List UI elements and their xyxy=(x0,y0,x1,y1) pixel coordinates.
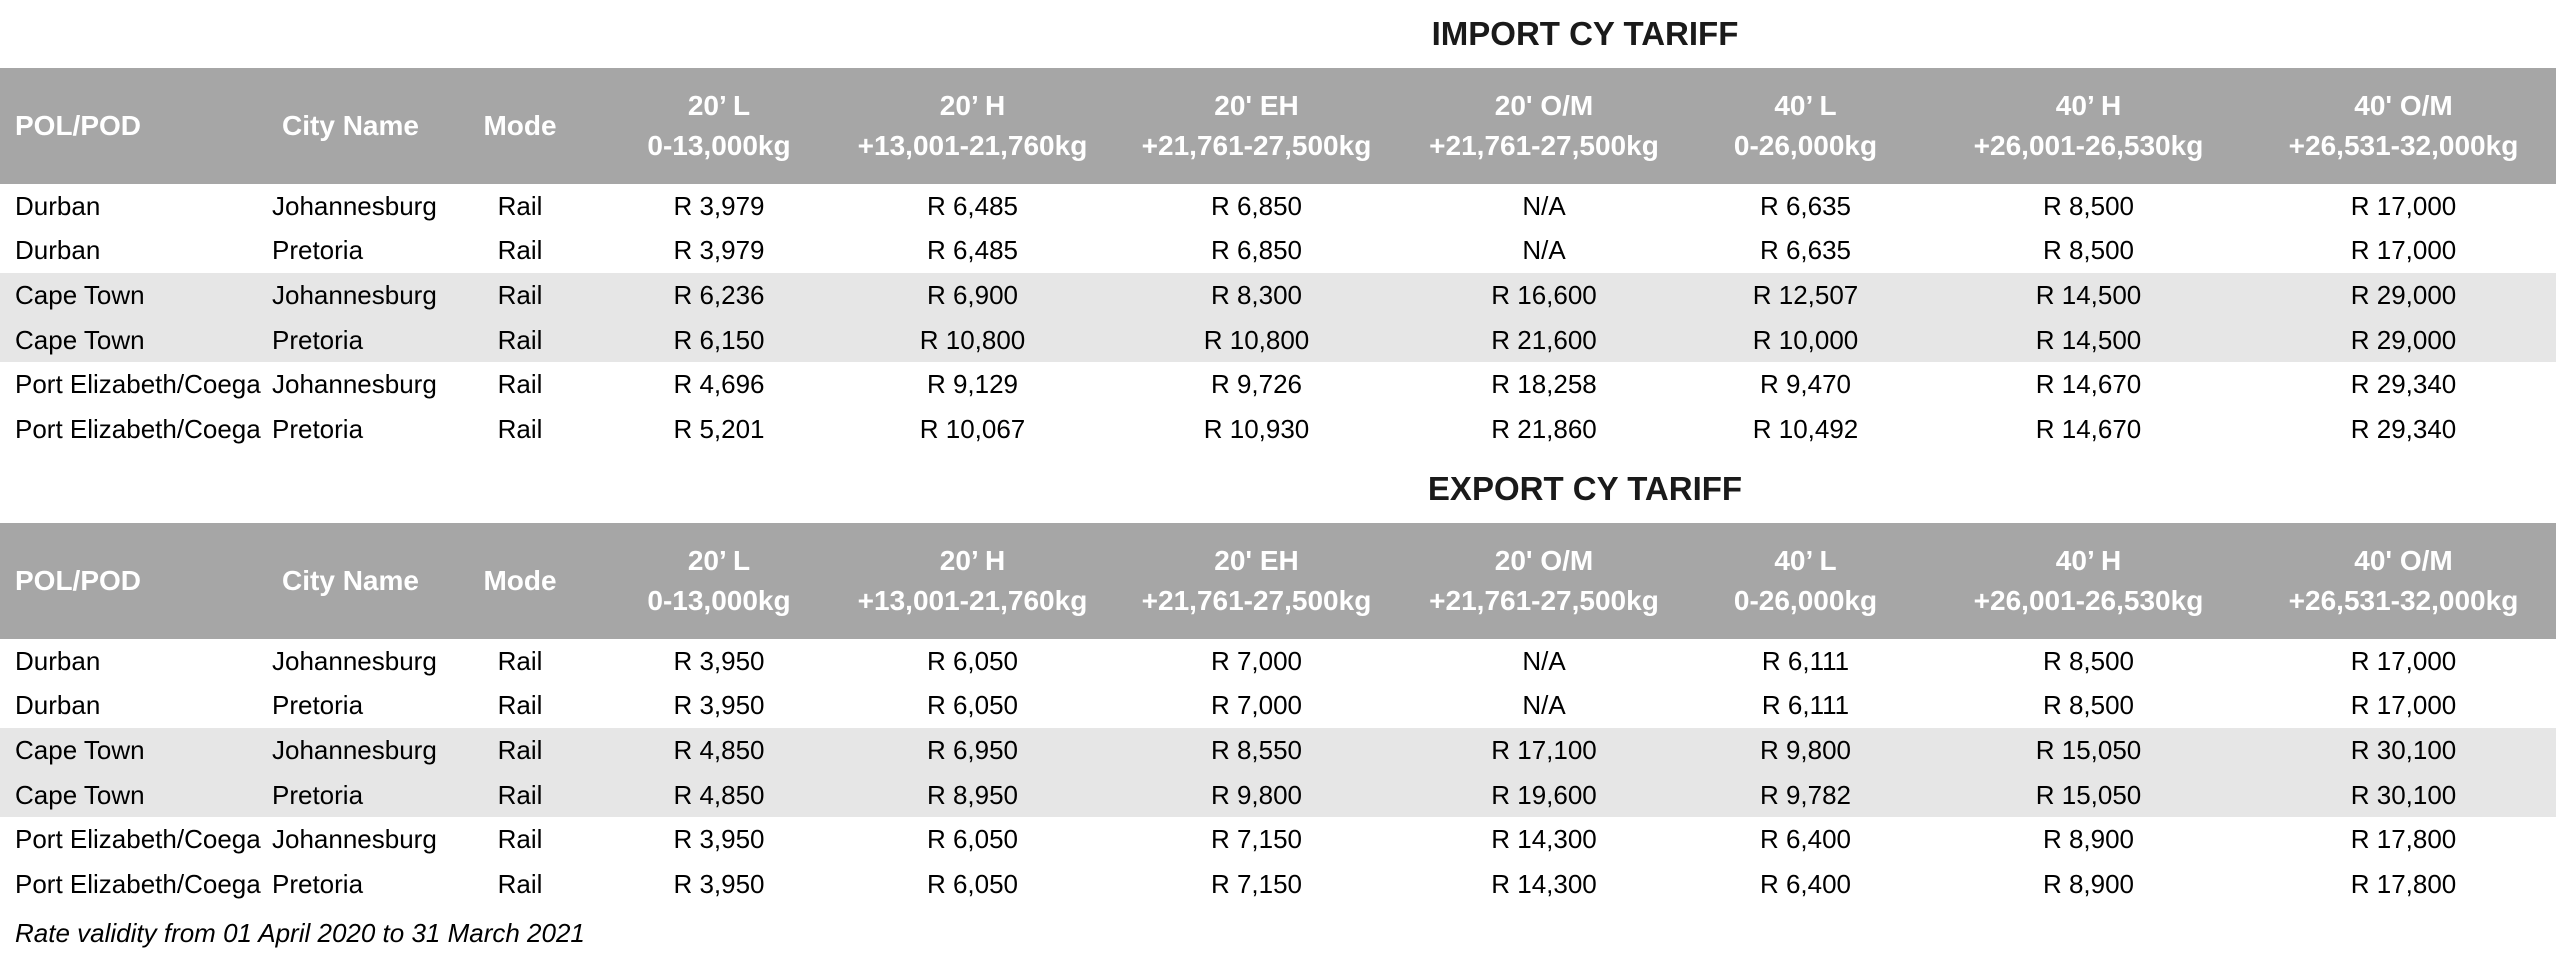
cell-20-eh: R 10,930 xyxy=(1203,413,1310,444)
cell-40-h: R 8,900 xyxy=(2042,824,2135,855)
cell-20-h: R 6,900 xyxy=(835,273,1110,318)
cell-20-h: R 9,129 xyxy=(926,369,1019,400)
cell-20-eh: R 9,800 xyxy=(1110,773,1403,818)
cell-20-h: R 6,050 xyxy=(926,645,1019,676)
header-20-eh: 20' EH +21,761-27,500kg xyxy=(1110,523,1403,639)
cell-20-om: N/A xyxy=(1522,690,1566,721)
cell-40-om: R 29,340 xyxy=(2350,369,2457,400)
export-tariff-section xyxy=(0,455,2556,910)
cell-40-h: R 14,670 xyxy=(2035,369,2142,400)
cell-40-l: R 9,782 xyxy=(1685,773,1926,818)
export-section-title: EXPORT CY TARIFF xyxy=(835,455,2335,523)
cell-pol-pod: Port Elizabeth/Coega xyxy=(15,824,261,855)
table-header-row xyxy=(0,523,2556,639)
cell-mode: Rail xyxy=(497,690,543,721)
cell-20-eh: R 7,150 xyxy=(1210,868,1303,899)
cell-20-om: R 14,300 xyxy=(1491,824,1597,855)
cell-40-l: R 10,000 xyxy=(1685,318,1926,363)
cell-20-eh: R 7,000 xyxy=(1210,645,1303,676)
header-20-l: 20’ L 0-13,000kg xyxy=(603,523,835,639)
import-tariff-table xyxy=(0,68,2556,452)
cell-20-l: R 6,150 xyxy=(603,318,835,363)
header-20-h: 20’ H +13,001-21,760kg xyxy=(835,68,1110,184)
cell-mode: Rail xyxy=(437,773,603,818)
cell-20-om: R 21,860 xyxy=(1491,413,1597,444)
cell-20-eh: R 8,300 xyxy=(1110,273,1403,318)
export-tariff-table xyxy=(0,523,2556,907)
cell-20-l: R 5,201 xyxy=(673,413,765,444)
cell-20-eh: R 6,850 xyxy=(1210,190,1303,221)
table-header-row xyxy=(0,68,2556,184)
header-40-l: 40’ L 0-26,000kg xyxy=(1685,523,1926,639)
cell-mode: Rail xyxy=(497,824,543,855)
header-20-l: 20’ L 0-13,000kg xyxy=(603,68,835,184)
table-row xyxy=(0,728,2556,773)
cell-40-l: R 9,470 xyxy=(1759,369,1852,400)
cell-pol-pod: Cape Town xyxy=(0,273,264,318)
header-city-name: City Name xyxy=(264,523,437,639)
header-40-h: 40’ H +26,001-26,530kg xyxy=(1926,523,2251,639)
cell-40-om: R 29,000 xyxy=(2251,318,2556,363)
header-40-om: 40' O/M +26,531-32,000kg xyxy=(2251,523,2556,639)
cell-city-name: Johannesburg xyxy=(272,645,437,676)
cell-pol-pod: Port Elizabeth/Coega xyxy=(15,868,261,899)
cell-20-h: R 6,050 xyxy=(926,690,1019,721)
cell-20-h: R 6,485 xyxy=(926,235,1019,266)
table-row xyxy=(0,273,2556,318)
cell-mode: Rail xyxy=(437,318,603,363)
cell-pol-pod: Port Elizabeth/Coega xyxy=(15,369,261,400)
cell-20-l: R 6,236 xyxy=(603,273,835,318)
cell-40-l: R 6,635 xyxy=(1759,235,1852,266)
cell-20-l: R 3,950 xyxy=(673,645,765,676)
cell-20-l: R 4,850 xyxy=(603,773,835,818)
table-row xyxy=(0,407,2556,452)
cell-20-om: R 21,600 xyxy=(1403,318,1685,363)
cell-20-h: R 6,950 xyxy=(835,728,1110,773)
cell-20-eh: R 8,550 xyxy=(1110,728,1403,773)
cell-20-om: R 14,300 xyxy=(1491,868,1597,899)
cell-pol-pod: Durban xyxy=(15,235,101,266)
cell-40-om: R 17,800 xyxy=(2350,868,2457,899)
table-row xyxy=(0,773,2556,818)
header-20-om: 20' O/M +21,761-27,500kg xyxy=(1403,68,1685,184)
import-table-body xyxy=(0,184,2556,452)
table-row xyxy=(0,362,2556,407)
rate-validity-note: Rate validity from 01 April 2020 to 31 March 2021 xyxy=(15,918,585,948)
cell-city-name: Pretoria xyxy=(272,413,364,444)
cell-20-om: N/A xyxy=(1522,235,1566,266)
cell-20-l: R 4,850 xyxy=(603,728,835,773)
cell-mode: Rail xyxy=(497,645,543,676)
cell-20-eh: R 9,726 xyxy=(1210,369,1303,400)
cell-40-l: R 6,111 xyxy=(1761,690,1850,721)
cell-20-om: N/A xyxy=(1522,645,1566,676)
cell-city-name: Pretoria xyxy=(272,690,364,721)
cell-40-l: R 10,492 xyxy=(1752,413,1859,444)
table-row xyxy=(0,817,2556,862)
header-pol-pod: POL/POD xyxy=(0,68,264,184)
cell-mode: Rail xyxy=(437,273,603,318)
cell-city-name: Pretoria xyxy=(264,318,437,363)
cell-40-l: R 9,800 xyxy=(1685,728,1926,773)
header-mode: Mode xyxy=(437,68,603,184)
import-tariff-section xyxy=(0,0,2556,455)
cell-20-l: R 3,979 xyxy=(673,190,765,221)
cell-mode: Rail xyxy=(497,868,543,899)
cell-40-om: R 17,800 xyxy=(2350,824,2457,855)
cell-20-h: R 10,067 xyxy=(919,413,1026,444)
cell-city-name: Johannesburg xyxy=(272,190,437,221)
cell-city-name: Johannesburg xyxy=(272,369,437,400)
table-row xyxy=(0,684,2556,729)
table-row xyxy=(0,318,2556,363)
cell-mode: Rail xyxy=(497,369,543,400)
cell-40-h: R 8,500 xyxy=(2042,190,2135,221)
header-40-om: 40' O/M +26,531-32,000kg xyxy=(2251,68,2556,184)
header-20-h: 20’ H +13,001-21,760kg xyxy=(835,523,1110,639)
cell-40-om: R 17,000 xyxy=(2350,645,2457,676)
cell-pol-pod: Durban xyxy=(15,190,101,221)
header-20-om: 20' O/M +21,761-27,500kg xyxy=(1403,523,1685,639)
cell-40-om: R 30,100 xyxy=(2251,728,2556,773)
cell-20-h: R 6,050 xyxy=(926,868,1019,899)
cell-20-eh: R 7,000 xyxy=(1210,690,1303,721)
cell-40-h: R 8,500 xyxy=(2042,645,2135,676)
header-40-h: 40’ H +26,001-26,530kg xyxy=(1926,68,2251,184)
cell-20-l: R 3,950 xyxy=(673,690,765,721)
table-row xyxy=(0,639,2556,684)
import-section-title: IMPORT CY TARIFF xyxy=(835,0,2335,68)
header-40-l: 40’ L 0-26,000kg xyxy=(1685,68,1926,184)
cell-40-h: R 14,500 xyxy=(1926,318,2251,363)
cell-20-h: R 8,950 xyxy=(835,773,1110,818)
cell-20-eh: R 6,850 xyxy=(1210,235,1303,266)
header-20-eh: 20' EH +21,761-27,500kg xyxy=(1110,68,1403,184)
cell-40-h: R 8,900 xyxy=(2042,868,2135,899)
cell-40-l: R 6,400 xyxy=(1759,824,1852,855)
cell-40-l: R 6,635 xyxy=(1759,190,1852,221)
cell-40-l: R 12,507 xyxy=(1685,273,1926,318)
cell-40-om: R 30,100 xyxy=(2251,773,2556,818)
cell-pol-pod: Cape Town xyxy=(0,318,264,363)
cell-20-om: R 16,600 xyxy=(1403,273,1685,318)
cell-pol-pod: Cape Town xyxy=(0,773,264,818)
cell-pol-pod: Durban xyxy=(15,645,101,676)
cell-city-name: Johannesburg xyxy=(264,273,437,318)
cell-mode: Rail xyxy=(497,190,543,221)
header-city-name: City Name xyxy=(264,68,437,184)
cell-40-om: R 29,340 xyxy=(2350,413,2457,444)
cell-40-h: R 8,500 xyxy=(2042,235,2135,266)
cell-40-h: R 15,050 xyxy=(1926,728,2251,773)
cell-20-om: N/A xyxy=(1522,190,1566,221)
cell-20-om: R 17,100 xyxy=(1403,728,1685,773)
cell-city-name: Pretoria xyxy=(264,773,437,818)
cell-40-h: R 15,050 xyxy=(1926,773,2251,818)
cell-city-name: Johannesburg xyxy=(264,728,437,773)
cell-20-om: R 18,258 xyxy=(1491,369,1597,400)
cell-mode: Rail xyxy=(437,728,603,773)
cell-40-l: R 6,111 xyxy=(1761,645,1850,676)
table-row xyxy=(0,184,2556,229)
cell-20-l: R 3,950 xyxy=(673,824,765,855)
cell-mode: Rail xyxy=(497,235,543,266)
cell-20-l: R 3,950 xyxy=(673,868,765,899)
cell-20-l: R 3,979 xyxy=(673,235,765,266)
export-table-body xyxy=(0,639,2556,907)
cell-20-h: R 6,050 xyxy=(926,824,1019,855)
table-row xyxy=(0,229,2556,274)
cell-20-h: R 10,800 xyxy=(835,318,1110,363)
table-row xyxy=(0,862,2556,907)
cell-40-h: R 8,500 xyxy=(2042,690,2135,721)
cell-city-name: Pretoria xyxy=(272,235,364,266)
header-mode: Mode xyxy=(437,523,603,639)
cell-pol-pod: Cape Town xyxy=(0,728,264,773)
cell-40-om: R 17,000 xyxy=(2350,235,2457,266)
cell-20-eh: R 7,150 xyxy=(1210,824,1303,855)
cell-40-h: R 14,670 xyxy=(2035,413,2142,444)
cell-pol-pod: Port Elizabeth/Coega xyxy=(15,413,261,444)
cell-40-om: R 17,000 xyxy=(2350,690,2457,721)
cell-mode: Rail xyxy=(497,413,543,444)
cell-city-name: Johannesburg xyxy=(272,824,437,855)
cell-40-om: R 17,000 xyxy=(2350,190,2457,221)
cell-pol-pod: Durban xyxy=(15,690,101,721)
cell-20-h: R 6,485 xyxy=(926,190,1019,221)
cell-20-l: R 4,696 xyxy=(673,369,765,400)
header-pol-pod: POL/POD xyxy=(0,523,264,639)
cell-20-om: R 19,600 xyxy=(1403,773,1685,818)
cell-city-name: Pretoria xyxy=(272,868,364,899)
cell-40-om: R 29,000 xyxy=(2251,273,2556,318)
cell-20-eh: R 10,800 xyxy=(1110,318,1403,363)
cell-40-h: R 14,500 xyxy=(1926,273,2251,318)
cell-40-l: R 6,400 xyxy=(1759,868,1852,899)
